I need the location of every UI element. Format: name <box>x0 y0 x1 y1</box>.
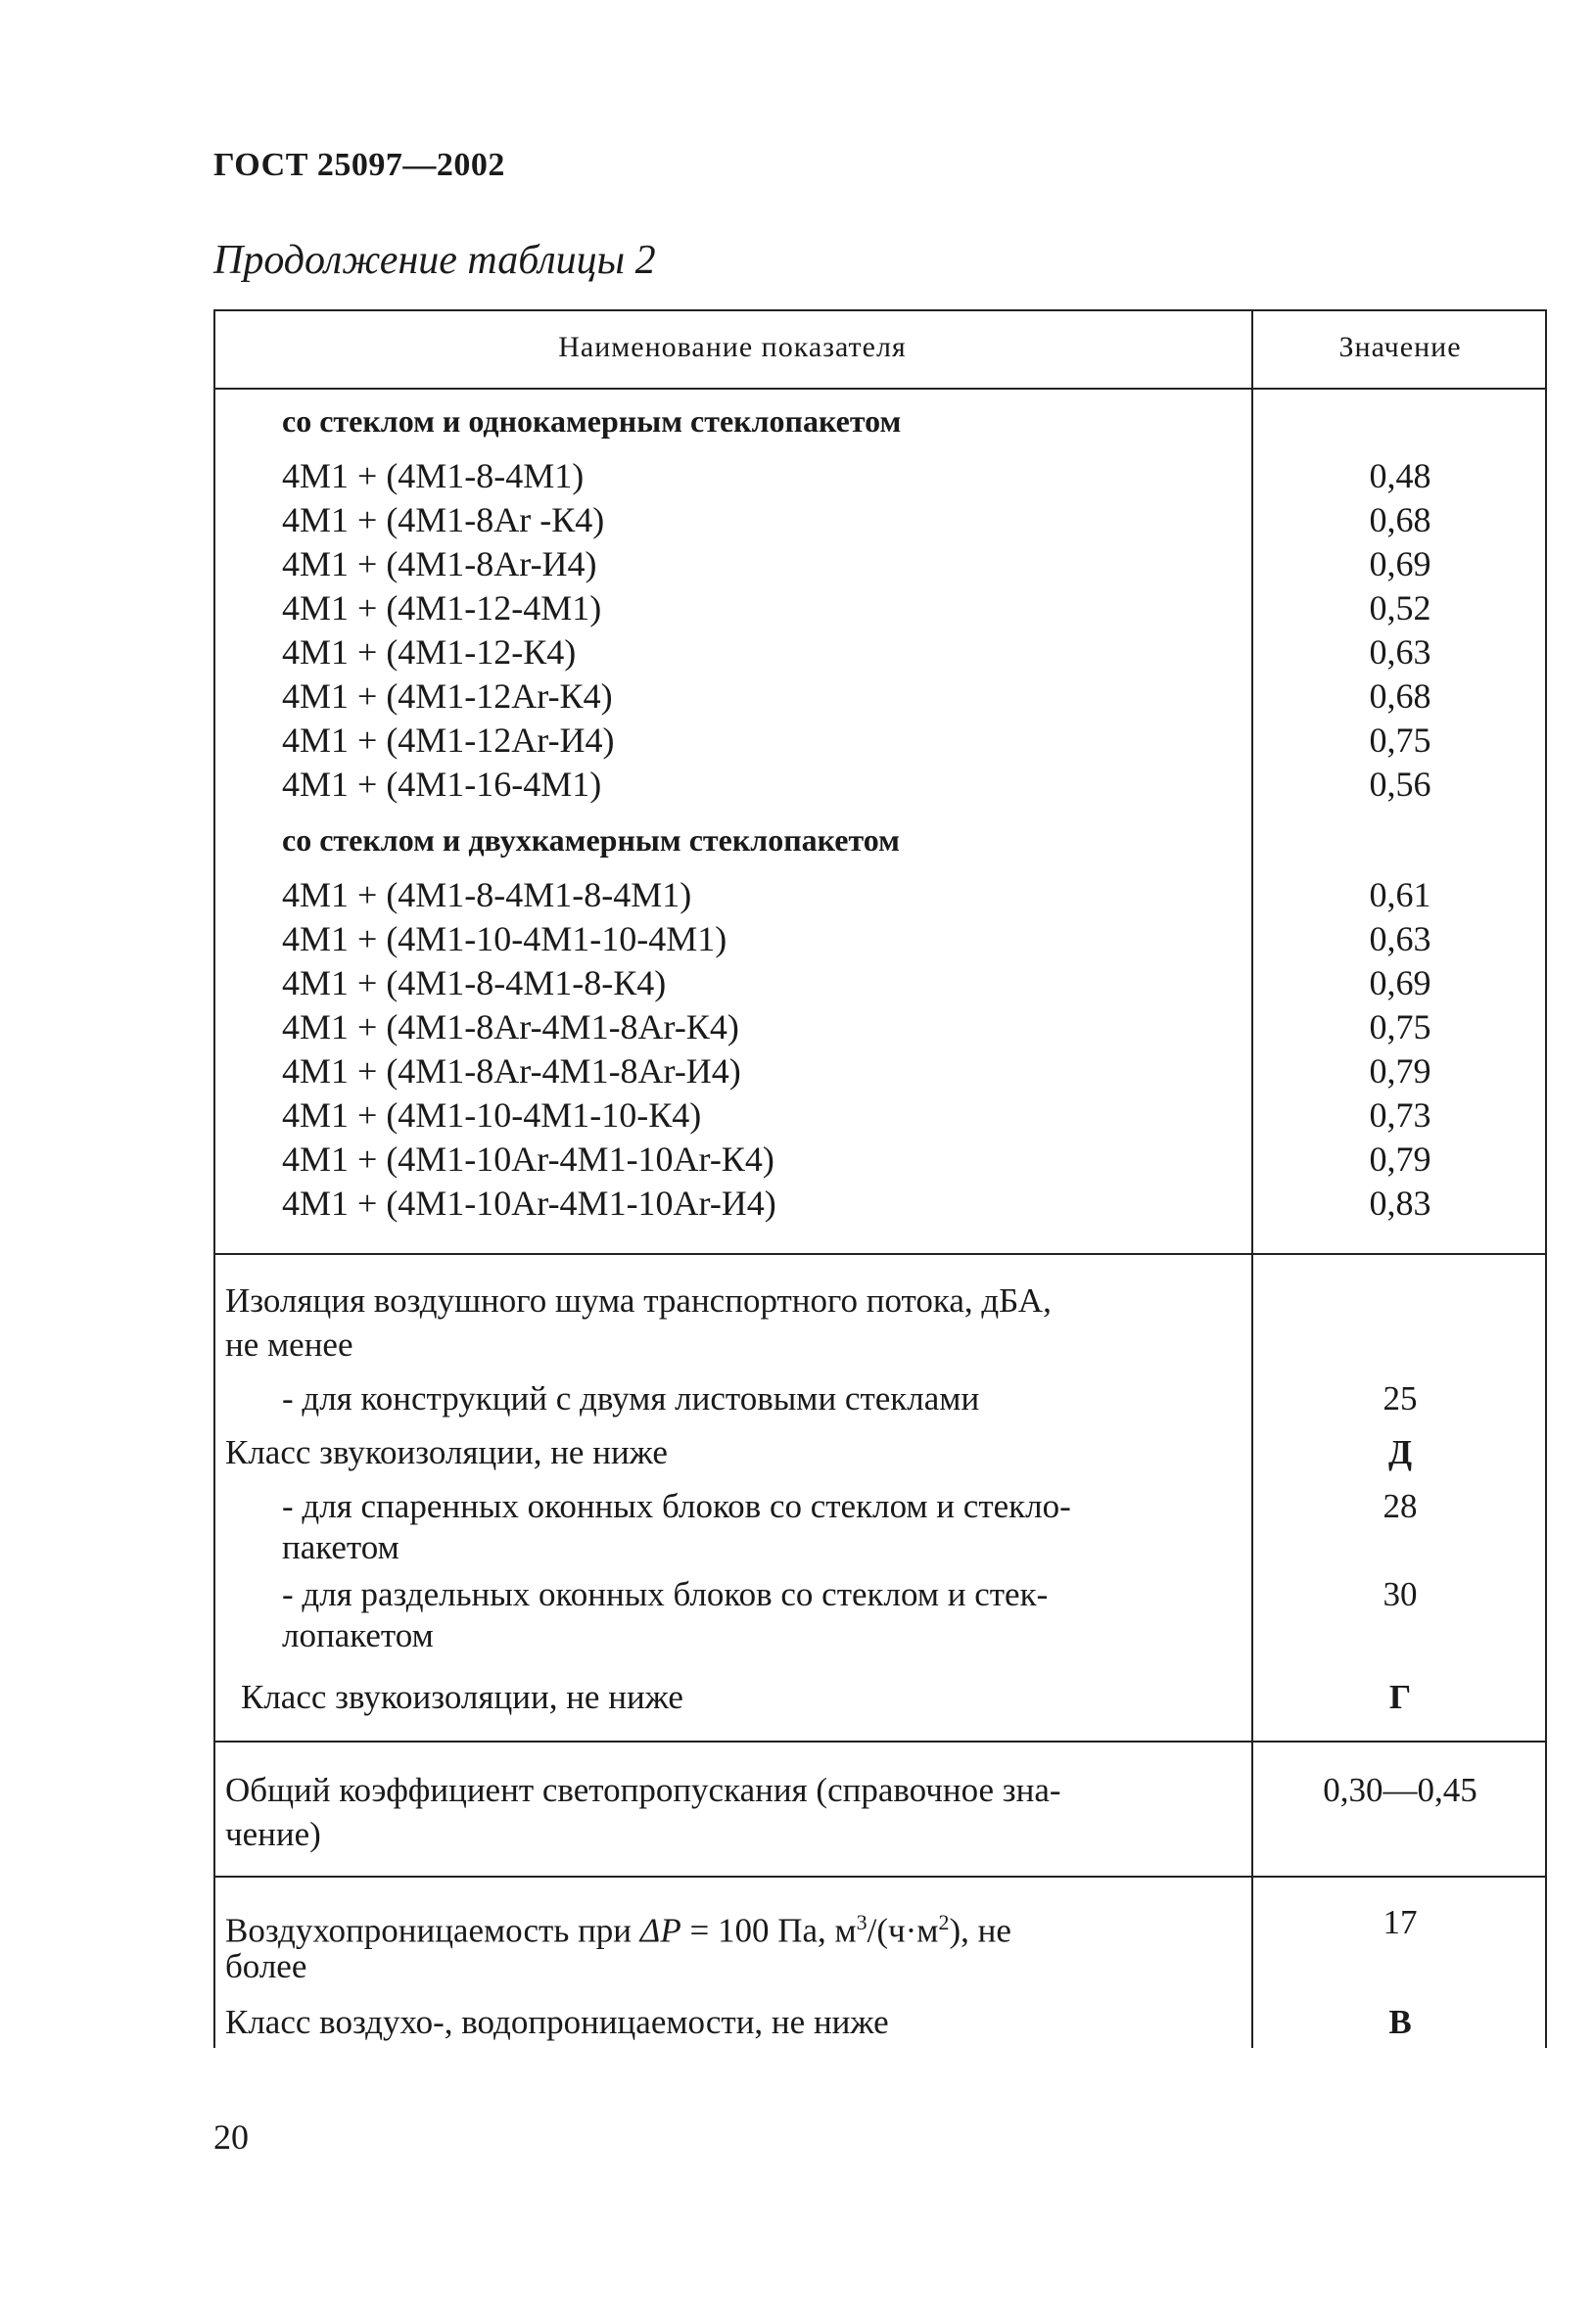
table-row <box>213 542 1547 586</box>
separate-blocks-value: 30 <box>1383 1575 1418 1613</box>
document-code: ГОСТ 25097—2002 <box>213 147 505 183</box>
two-glass-value: 25 <box>1383 1379 1418 1418</box>
table-row <box>213 917 1547 961</box>
table-top-border <box>213 309 1547 311</box>
sound-class-value: Д <box>1387 1433 1413 1471</box>
table-row <box>213 498 1547 542</box>
row-name: 4М1 + (4М1-12-К4) <box>282 632 577 672</box>
row-value: 0,68 <box>1369 676 1431 716</box>
table-caption: Продолжение таблицы 2 <box>213 238 656 283</box>
sound-class-label-2: Класс звукоизоляции, не ниже <box>241 1678 683 1716</box>
group-rows-double-chamber <box>213 873 1547 1226</box>
column-header-value: Значение <box>1338 331 1462 363</box>
row-name: 4М1 + (4М1-8-4М1-8-К4) <box>282 963 667 1002</box>
row-value: 0,73 <box>1369 1095 1431 1135</box>
row-value: 0,75 <box>1369 720 1431 760</box>
row-value: 0,52 <box>1369 588 1431 627</box>
air-permeability-value: 17 <box>1383 1903 1418 1941</box>
row-value: 0,75 <box>1369 1007 1431 1046</box>
row-value: 0,79 <box>1369 1051 1431 1091</box>
table-row <box>213 719 1547 763</box>
air-label-sup1: 3 <box>856 1910 867 1934</box>
air-label-mid2: /(ч·м <box>867 1911 939 1950</box>
table-row <box>213 630 1547 674</box>
row-value: 0,63 <box>1369 632 1431 672</box>
row-name: 4М1 + (4М1-12Ar-К4) <box>282 676 613 716</box>
section-divider-sound <box>213 1253 1547 1255</box>
air-water-class-label: Класс воздухо-, водопроницаемости, не ниже <box>225 2003 889 2041</box>
sound-class-value-2: Г <box>1388 1678 1412 1716</box>
row-name: 4М1 + (4М1-8Ar-4М1-8Ar-И4) <box>282 1051 741 1091</box>
row-name: 4М1 + (4М1-10-4М1-10-4М1) <box>282 919 727 958</box>
table-row <box>213 1138 1547 1182</box>
air-label-delta: ΔP <box>639 1911 681 1950</box>
air-permeability-label-cont: более <box>225 1947 307 1985</box>
row-name: 4М1 + (4М1-10Ar-4М1-10Ar-К4) <box>282 1139 774 1179</box>
row-name: 4М1 + (4М1-8Ar -К4) <box>282 500 605 539</box>
row-name: 4М1 + (4М1-8Ar-И4) <box>282 544 597 583</box>
row-value: 0,69 <box>1369 544 1431 583</box>
air-label-mid: = 100 Па, м <box>680 1911 857 1950</box>
air-label-prefix: Воздухопроницаемость при <box>225 1911 640 1950</box>
group-title-single-chamber: со стеклом и однокамерным стеклопакетом <box>282 403 902 439</box>
separate-blocks-label: - для раздельных оконных блоков со стеклом и стек- <box>282 1575 1049 1613</box>
two-glass-label: - для конструкций с двумя листовыми стеклами <box>282 1379 980 1418</box>
row-value: 0,63 <box>1369 919 1431 958</box>
table-row <box>213 1093 1547 1138</box>
paired-blocks-label: - для спаренных оконных блоков со стеклом и стекло- <box>282 1487 1071 1525</box>
page-number: 20 <box>213 2117 249 2157</box>
table-row <box>213 674 1547 719</box>
table-row <box>213 1005 1547 1049</box>
light-transmission-label: Общий коэффициент светопропускания (справочное зна- <box>225 1771 1061 1809</box>
section-divider-air <box>213 1876 1547 1878</box>
row-name: 4М1 + (4М1-10-4М1-10-К4) <box>282 1095 702 1135</box>
data-table <box>213 309 1547 2048</box>
paired-blocks-value: 28 <box>1383 1487 1418 1525</box>
row-value: 0,56 <box>1369 765 1431 804</box>
row-name: 4М1 + (4М1-12Ar-И4) <box>282 720 615 760</box>
table-row <box>213 586 1547 630</box>
air-permeability-label <box>225 1900 1011 1953</box>
row-name: 4М1 + (4М1-16-4М1) <box>282 765 602 804</box>
section-divider-light <box>213 1741 1547 1743</box>
row-name: 4М1 + (4М1-8-4М1-8-4М1) <box>282 875 692 914</box>
row-name: 4М1 + (4М1-8-4М1) <box>282 456 585 495</box>
air-label-suffix: ), не <box>949 1911 1011 1950</box>
row-value: 0,79 <box>1369 1139 1431 1179</box>
air-water-class-value: В <box>1388 2003 1412 2041</box>
table-row <box>213 454 1547 498</box>
table-row <box>213 873 1547 917</box>
sound-insulation-label-cont: не менее <box>225 1325 353 1364</box>
table-row <box>213 961 1547 1005</box>
table-row <box>213 1182 1547 1226</box>
separate-blocks-label-cont: лопакетом <box>282 1616 434 1654</box>
table-row <box>213 1049 1547 1093</box>
header-divider <box>213 388 1547 390</box>
row-value: 0,69 <box>1369 963 1431 1002</box>
air-label-sup2: 2 <box>938 1910 950 1934</box>
group-title-double-chamber: со стеклом и двухкамерным стеклопакетом <box>282 822 900 858</box>
sound-insulation-label: Изоляция воздушного шума транспортного потока, дБА, <box>225 1281 1052 1320</box>
table-row <box>213 763 1547 807</box>
sound-class-label: Класс звукоизоляции, не ниже <box>225 1433 668 1471</box>
column-header-name: Наименование показателя <box>558 331 907 363</box>
row-value: 0,68 <box>1369 500 1431 539</box>
row-value: 0,48 <box>1369 456 1431 495</box>
paired-blocks-label-cont: пакетом <box>282 1528 399 1566</box>
row-name: 4М1 + (4М1-12-4М1) <box>282 588 602 627</box>
row-value: 0,83 <box>1369 1184 1431 1223</box>
light-transmission-value: 0,30—0,45 <box>1323 1771 1477 1809</box>
row-name: 4М1 + (4М1-8Ar-4М1-8Ar-К4) <box>282 1007 739 1046</box>
light-transmission-label-cont: чение) <box>225 1815 321 1853</box>
row-name: 4М1 + (4М1-10Ar-4М1-10Ar-И4) <box>282 1184 776 1223</box>
row-value: 0,61 <box>1369 875 1431 914</box>
group-rows-single-chamber <box>213 454 1547 807</box>
